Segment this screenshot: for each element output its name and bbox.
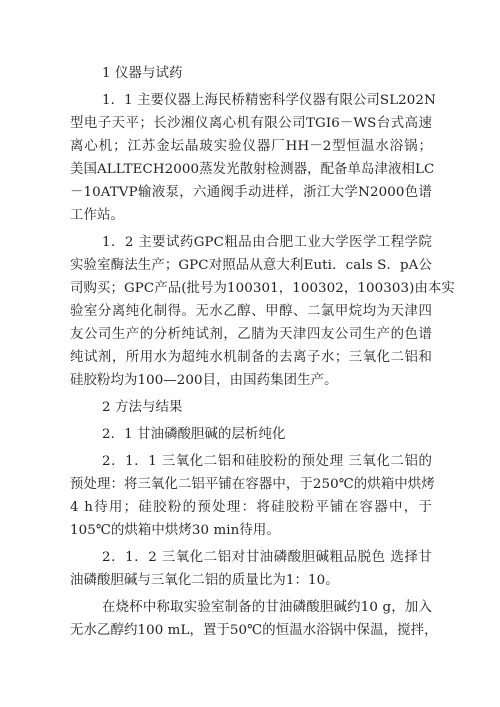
text-line-24: 无水乙醇约100 mL，置于50℃的恒温水浴锅中保温，搅拌， [70,623,438,638]
text-line-1: 1 仪器与试药 [102,66,183,81]
text-line-7: 工作站。 [70,208,124,223]
text-line-9: 实验室酶法生产；GPC对照品从意大利Euti．cals S．pA公 [70,258,432,273]
text-line-13: 纯试剂，所用水为超纯水机制备的去离子水；三氧化二铝和 [70,350,432,365]
text-line-14: 硅胶粉均为100—200目，由国药集团生产。 [70,373,338,388]
text-line-22: 油磷酸胆碱与三氧化二铝的质量比为1：10。 [70,573,339,588]
text-line-4: 离心机；江苏金坛晶玻实验仪器厂HH－2型恒温水浴锅； [70,139,432,154]
text-line-6: －10ATVP输液泵，六通阀手动进样，浙江大学N2000色谱 [70,185,432,200]
text-line-2: 1．1 主要仪器上海民桥精密科学仪器有限公司SL202N [102,93,436,108]
text-line-10: 司购买；GPC产品(批号为100301，100302，100303)由本实 [70,281,455,296]
text-line-12: 友公司生产的分析纯试剂，乙腈为天津四友公司生产的色谱 [70,327,432,342]
text-line-5: 美国ALLTECH2000蒸发光散射检测器，配备单岛津液相LC [70,162,435,177]
text-line-3: 型电子天平；长沙湘仪离心机有限公司TGI6－WS台式高速 [70,116,432,131]
text-line-23: 在烧杯中称取实验室制备的甘油磷酸胆碱约10 g，加入 [102,600,432,615]
section-heading-2: 2 方法与结果 [102,400,183,415]
text-line-19: 4 h待用；硅胶粉的预处理：将硅胶粉平铺在容器中，于 [70,500,432,515]
text-line-11: 验室分离纯化制得。无水乙醇、甲醇、二氯甲烷均为天津四 [70,304,432,319]
text-line-20: 105℃的烘箱中烘烤30 min待用。 [70,523,280,538]
subsection-heading-2-1: 2．1 甘油磷酸胆碱的层析纯化 [102,427,286,442]
text-line-8: 1．2 主要试药GPC粗品由合肥工业大学医学工程学院 [102,235,432,250]
text-line-18: 预处理：将三氧化二铝平铺在容器中，于250℃的烘箱中烘烤 [70,477,435,492]
text-line-17: 2．1．1 三氧化二铝和硅胶粉的预处理 三氧化二铝的 [102,454,432,469]
text-line-21: 2．1．2 三氧化二铝对甘油磷酸胆碱粗品脱色 选择甘 [102,550,432,565]
